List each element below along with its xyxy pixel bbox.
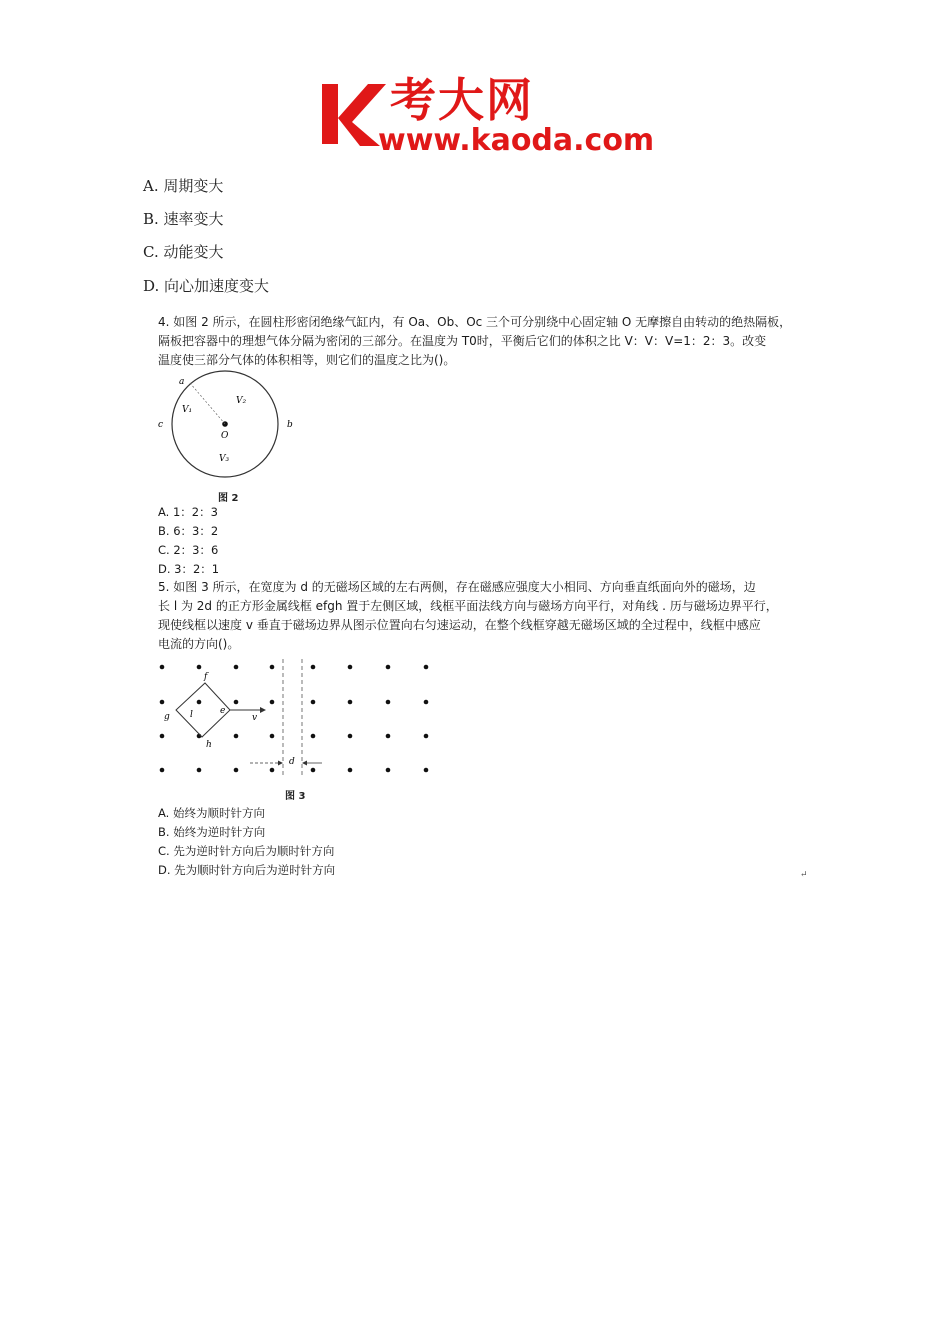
q3-option-a: A. 周期变大 [143, 177, 224, 195]
figure-2-caption: 图 2 [218, 493, 239, 504]
q4-line: 隔板把容器中的理想气体分隔为密闭的三部分。在温度为 T0时，平衡后它们的体积之比 V：V：V=1：2：3。改变 [158, 334, 767, 348]
fig3-label-e: e [220, 706, 226, 716]
logo-url: www.kaoda.com [378, 123, 655, 158]
q5-option-a: A. 始终为顺时针方向 [158, 806, 265, 820]
fig2-label-v2: V₂ [236, 396, 247, 406]
fig2-label-b: b [287, 420, 293, 430]
q5-option-d: D. 先为顺时针方向后为逆时针方向 [158, 863, 336, 877]
q3-option-d: D. 向心加速度变大 [143, 277, 270, 295]
paragraph-marker: ↵ [800, 870, 808, 880]
fig3-label-l: l [190, 710, 193, 720]
q5-line: 现使线框以速度 v 垂直于磁场边界从图示位置向右匀速运动，在整个线框穿越无磁场区域的全过程中，线框中感应 [158, 618, 761, 632]
kaoda-logo [318, 73, 655, 160]
fig2-label-o: O [221, 431, 229, 441]
q5-line: 5. 如图 3 所示，在宽度为 d 的无磁场区域的左右两侧，存在磁感应强度大小相同、方向垂直纸面向外的磁场，边 [158, 580, 756, 594]
q5-line: 电流的方向()。 [158, 637, 240, 651]
q5-line: 长 l 为 2d 的正方形金属线框 efgh 置于左侧区域，线框平面法线方向与磁场方向平行，对角线 . 历与磁场边界平行， [158, 599, 778, 613]
q3-option-c: C. 动能变大 [143, 243, 224, 261]
q3-option-b: B. 速率变大 [143, 210, 224, 228]
q5-option-b: B. 始终为逆时针方向 [158, 825, 266, 839]
fig3-label-h: h [206, 740, 212, 750]
q4-option-d: D. 3：2：1 [158, 562, 220, 576]
fig3-label-g: g [164, 712, 170, 722]
fig3-label-f: f [204, 672, 208, 682]
fig3-label-v: v [252, 713, 258, 723]
fig3-label-d: d [289, 757, 295, 767]
q5-option-c: C. 先为逆时针方向后为顺时针方向 [158, 844, 335, 858]
q4-line: 4. 如图 2 所示，在圆柱形密闭绝缘气缸内，有 Oa、Ob、Oc 三个可分别绕中心固定轴 O 无摩擦自由转动的绝热隔板， [158, 315, 792, 329]
figure-3-caption: 图 3 [285, 791, 306, 802]
figure-2-cylinder [150, 368, 300, 488]
figure-3-magnetic-field [150, 655, 440, 785]
fig2-label-v3: V₃ [219, 454, 230, 464]
q4-option-a: A. 1：2：3 [158, 505, 218, 519]
fig2-label-c: c [158, 420, 164, 430]
q5-stem [158, 578, 798, 654]
fig2-label-a: a [179, 377, 185, 387]
q4-option-b: B. 6：3：2 [158, 524, 219, 538]
logo-brand: 考大网 [390, 73, 534, 127]
q4-option-c: C. 2：3：6 [158, 543, 219, 557]
fig2-label-v1: V₁ [182, 405, 193, 415]
q4-line: 温度使三部分气体的体积相等，则它们的温度之比为()。 [158, 353, 456, 367]
q4-stem [158, 313, 798, 370]
